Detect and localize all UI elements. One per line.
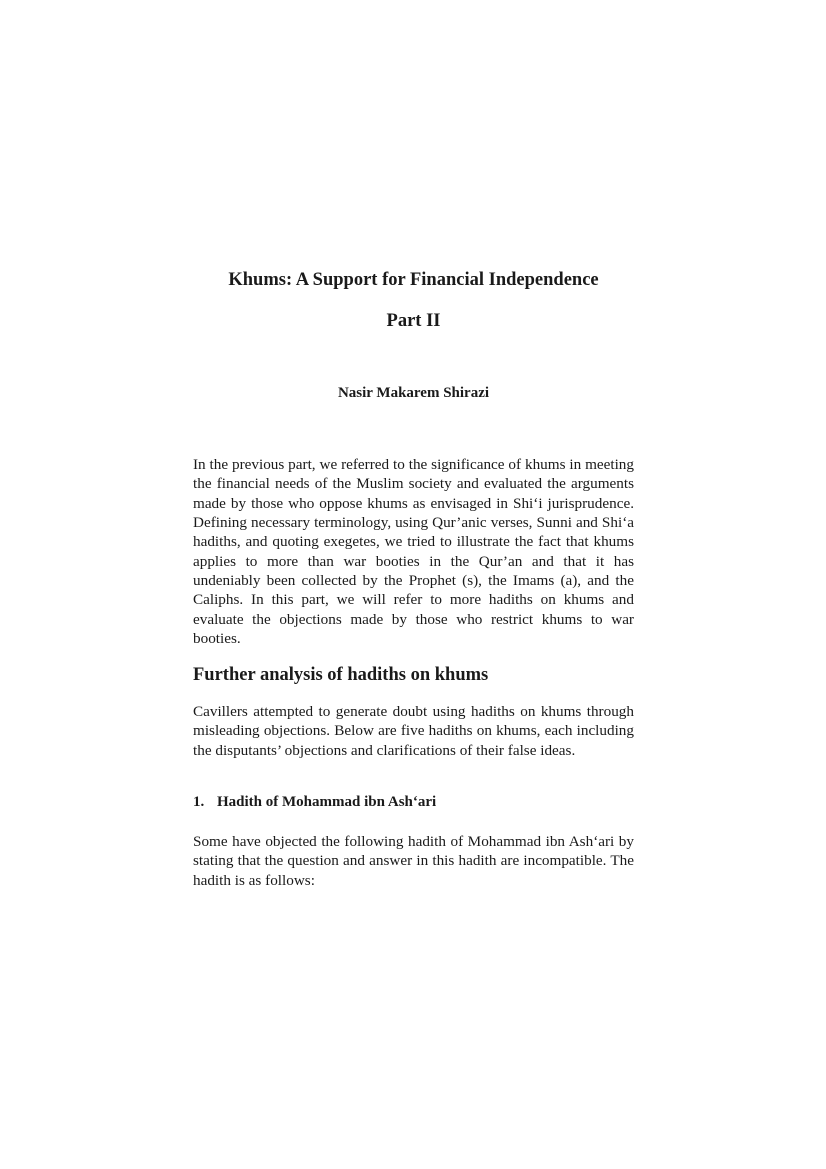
section-intro-paragraph: Cavillers attempted to generate doubt using hadiths on khums through misleading objections. Below are five hadiths on khums, each including the disputants’ objections and clarifications of their false ideas.	[193, 703, 634, 759]
document-title: Khums: A Support for Financial Independence	[228, 270, 599, 290]
section-heading: Further analysis of hadiths on khums	[193, 665, 489, 685]
subsection-title: Hadith of Mohammad ibn Ash‘ari	[217, 794, 437, 810]
abstract-paragraph: In the previous part, we referred to the significance of khums in meeting the financial needs of the Muslim society and evaluated the arguments made by those who oppose khums as envisaged in Shi‘i jurisprudence. Defining necessary terminology, using Qur’anic verses, Sunni and Shi‘a hadiths, and quoting exegetes, we tried to illustrate the fact that khums applies to more than war booties in the Qur’an and that it has undeniably been collected by the Prophet (s), the Imams (a), and the Caliphs. In this part, we will refer to more hadiths on khums and evaluate the objections made by those who restrict khums to war booties.	[193, 456, 634, 648]
document-author: Nasir Makarem Shirazi	[337, 385, 490, 401]
document-part-label: Part II	[386, 311, 441, 331]
subsection-heading	[193, 792, 634, 812]
subsection-number: 1.	[193, 794, 205, 810]
subsection-paragraph: Some have objected the following hadith of Mohammad ibn Ash‘ari by stating that the question and answer in this hadith are incompatible. The hadith is as follows:	[193, 833, 634, 889]
